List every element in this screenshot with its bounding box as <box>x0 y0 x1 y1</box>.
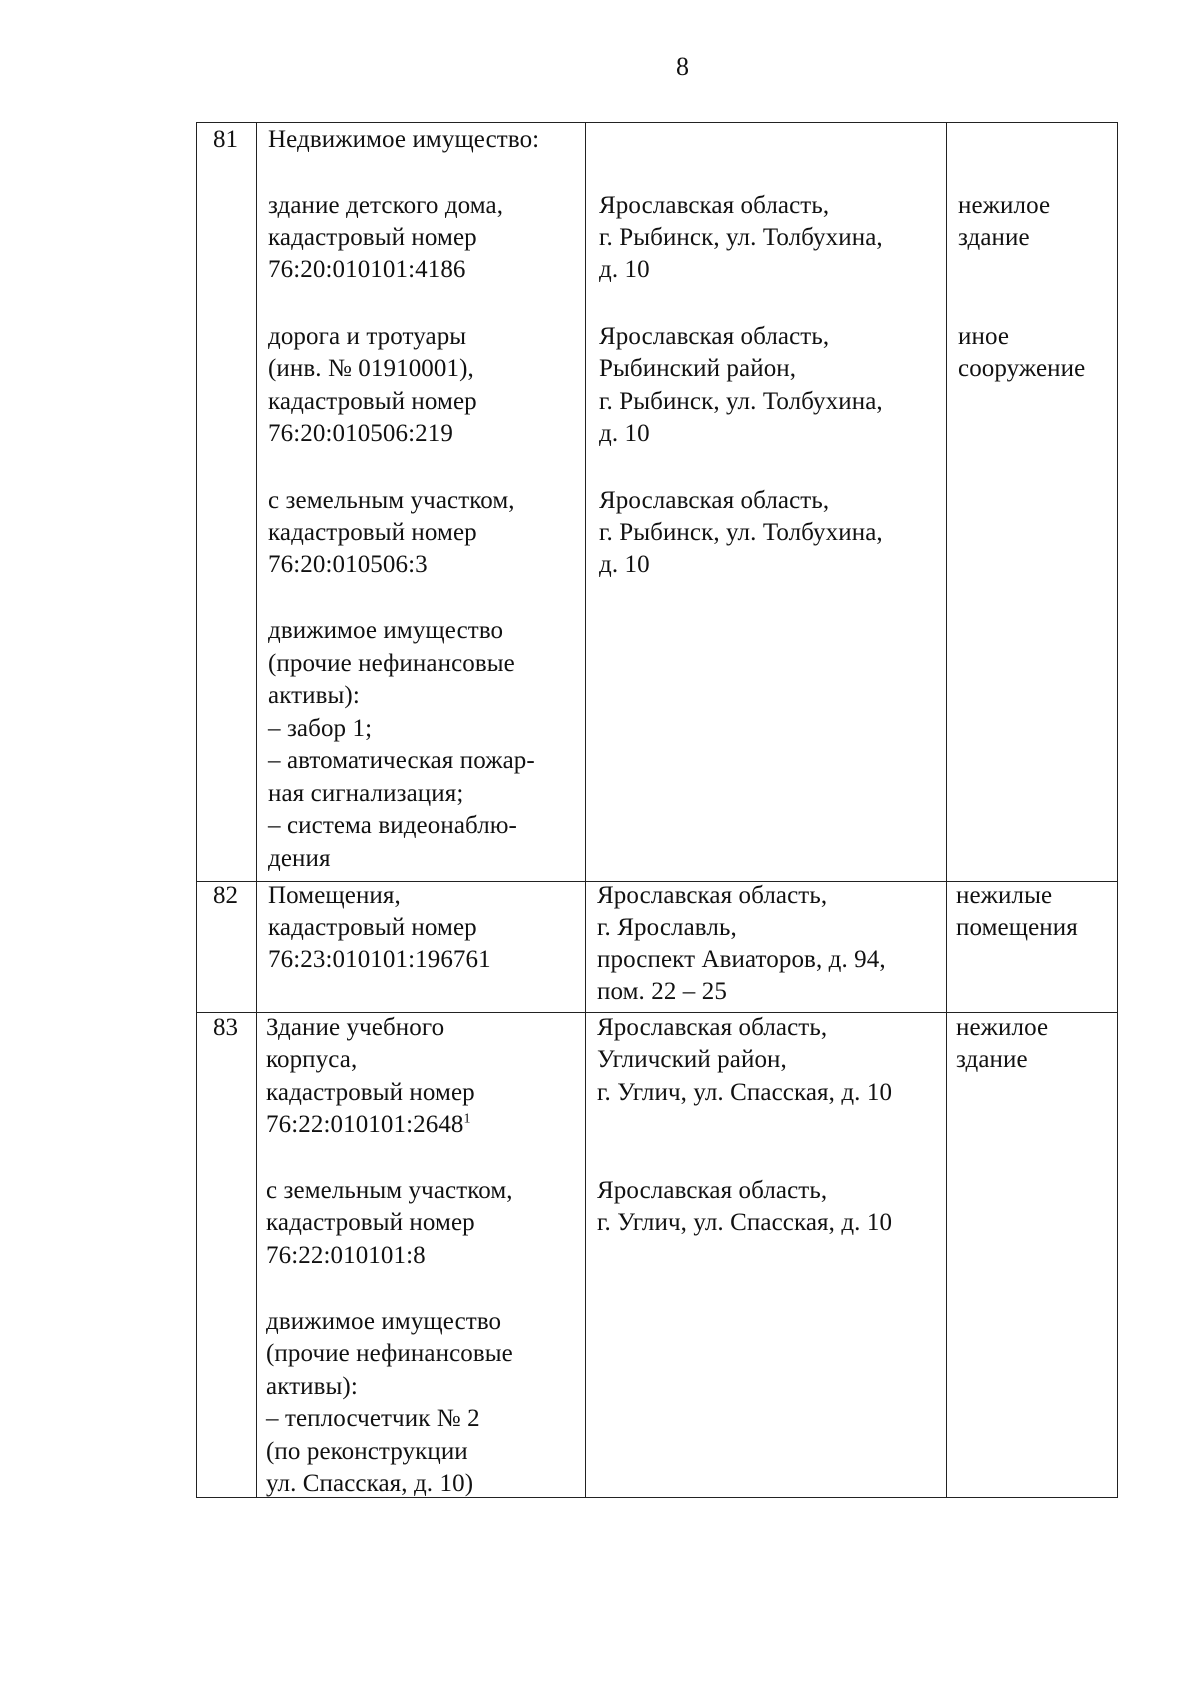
address-line: Ярославская область, <box>599 323 830 350</box>
description-line: – автоматическая пожар- <box>268 747 535 774</box>
description-line: активы): <box>266 1373 358 1400</box>
address-line: г. Углич, ул. Спасская, д. 10 <box>597 1079 893 1106</box>
address-line: г. Ярославль, <box>597 914 737 941</box>
address-line: Ярославская область, <box>597 1014 828 1041</box>
address-line: д. 10 <box>599 551 650 578</box>
cadastral-number: 76:22:010101:2648 <box>266 1111 464 1138</box>
description-line: 76:20:010101:4186 <box>268 256 466 283</box>
description-line: с земельным участком, <box>268 487 515 514</box>
page-number <box>0 52 1200 82</box>
description-line: Недвижимое имущество: <box>268 126 540 153</box>
description-line: кадастровый номер <box>268 388 477 415</box>
description-line: – система видеонаблю- <box>268 812 517 839</box>
description-line: Помещения, <box>268 882 401 909</box>
description-line: 76:22:010101:8 <box>266 1242 426 1269</box>
address-line: д. 10 <box>599 420 650 447</box>
type-line: нежилые <box>956 882 1053 909</box>
type-line: помещения <box>956 914 1078 941</box>
row-number: 82 <box>213 882 238 909</box>
column-divider-address <box>946 122 947 1498</box>
description-line: дения <box>268 845 331 872</box>
description-line: – теплосчетчик № 2 <box>266 1405 480 1432</box>
type-line: нежилое <box>956 1014 1049 1041</box>
description-line: дорога и тротуары <box>268 323 467 350</box>
description-line: (прочие нефинансовые <box>266 1340 513 1367</box>
address-line: г. Рыбинск, ул. Толбухина, <box>599 519 883 546</box>
description-line: с земельным участком, <box>266 1177 513 1204</box>
description-line: активы): <box>268 682 360 709</box>
column-divider-description <box>585 122 586 1498</box>
type-line: нежилое <box>958 192 1051 219</box>
address-line: г. Углич, ул. Спасская, д. 10 <box>597 1209 893 1236</box>
description-line: здание детского дома, <box>268 192 504 219</box>
footnote-marker: 1 <box>463 1111 471 1127</box>
address-line: д. 10 <box>599 256 650 283</box>
description-line: кадастровый номер <box>266 1209 475 1236</box>
description-line: 76:20:010506:219 <box>268 420 453 447</box>
description-line: (инв. № 01910001), <box>268 355 474 382</box>
description-line: кадастровый номер <box>268 224 477 251</box>
description-line: движимое имущество <box>266 1308 502 1335</box>
page-number-text: 8 <box>676 52 689 81</box>
type-line: здание <box>958 224 1030 251</box>
column-divider-num <box>256 122 257 1498</box>
description-line: (по реконструкции <box>266 1438 468 1465</box>
description-line: движимое имущество <box>268 617 504 644</box>
description-line: ная сигнализация; <box>268 780 464 807</box>
description-line: ул. Спасская, д. 10) <box>266 1470 474 1497</box>
description-line: – забор 1; <box>268 715 373 742</box>
type-line: иное <box>958 323 1010 350</box>
address-line: Угличский район, <box>597 1046 787 1073</box>
description-line: 76:23:010101:196761 <box>268 946 491 973</box>
description-line: корпуса, <box>266 1046 358 1073</box>
description-line: (прочие нефинансовые <box>268 650 515 677</box>
row-number: 83 <box>213 1014 238 1041</box>
address-line: г. Рыбинск, ул. Толбухина, <box>599 224 883 251</box>
description-line: кадастровый номер <box>268 519 477 546</box>
address-line: г. Рыбинск, ул. Толбухина, <box>599 388 883 415</box>
address-line: Ярославская область, <box>597 1177 828 1204</box>
description-line <box>266 1109 471 1142</box>
type-line: сооружение <box>958 355 1086 382</box>
address-line: Рыбинский район, <box>599 355 797 382</box>
address-line: проспект Авиаторов, д. 94, <box>597 946 886 973</box>
description-line: кадастровый номер <box>266 1079 475 1106</box>
address-line: Ярославская область, <box>599 487 830 514</box>
address-line: Ярославская область, <box>599 192 830 219</box>
address-line: пом. 22 – 25 <box>597 978 727 1005</box>
description-line: 76:20:010506:3 <box>268 551 428 578</box>
row-number: 81 <box>213 126 238 153</box>
description-line: Здание учебного <box>266 1014 445 1041</box>
description-line: кадастровый номер <box>268 914 477 941</box>
type-line: здание <box>956 1046 1028 1073</box>
address-line: Ярославская область, <box>597 882 828 909</box>
